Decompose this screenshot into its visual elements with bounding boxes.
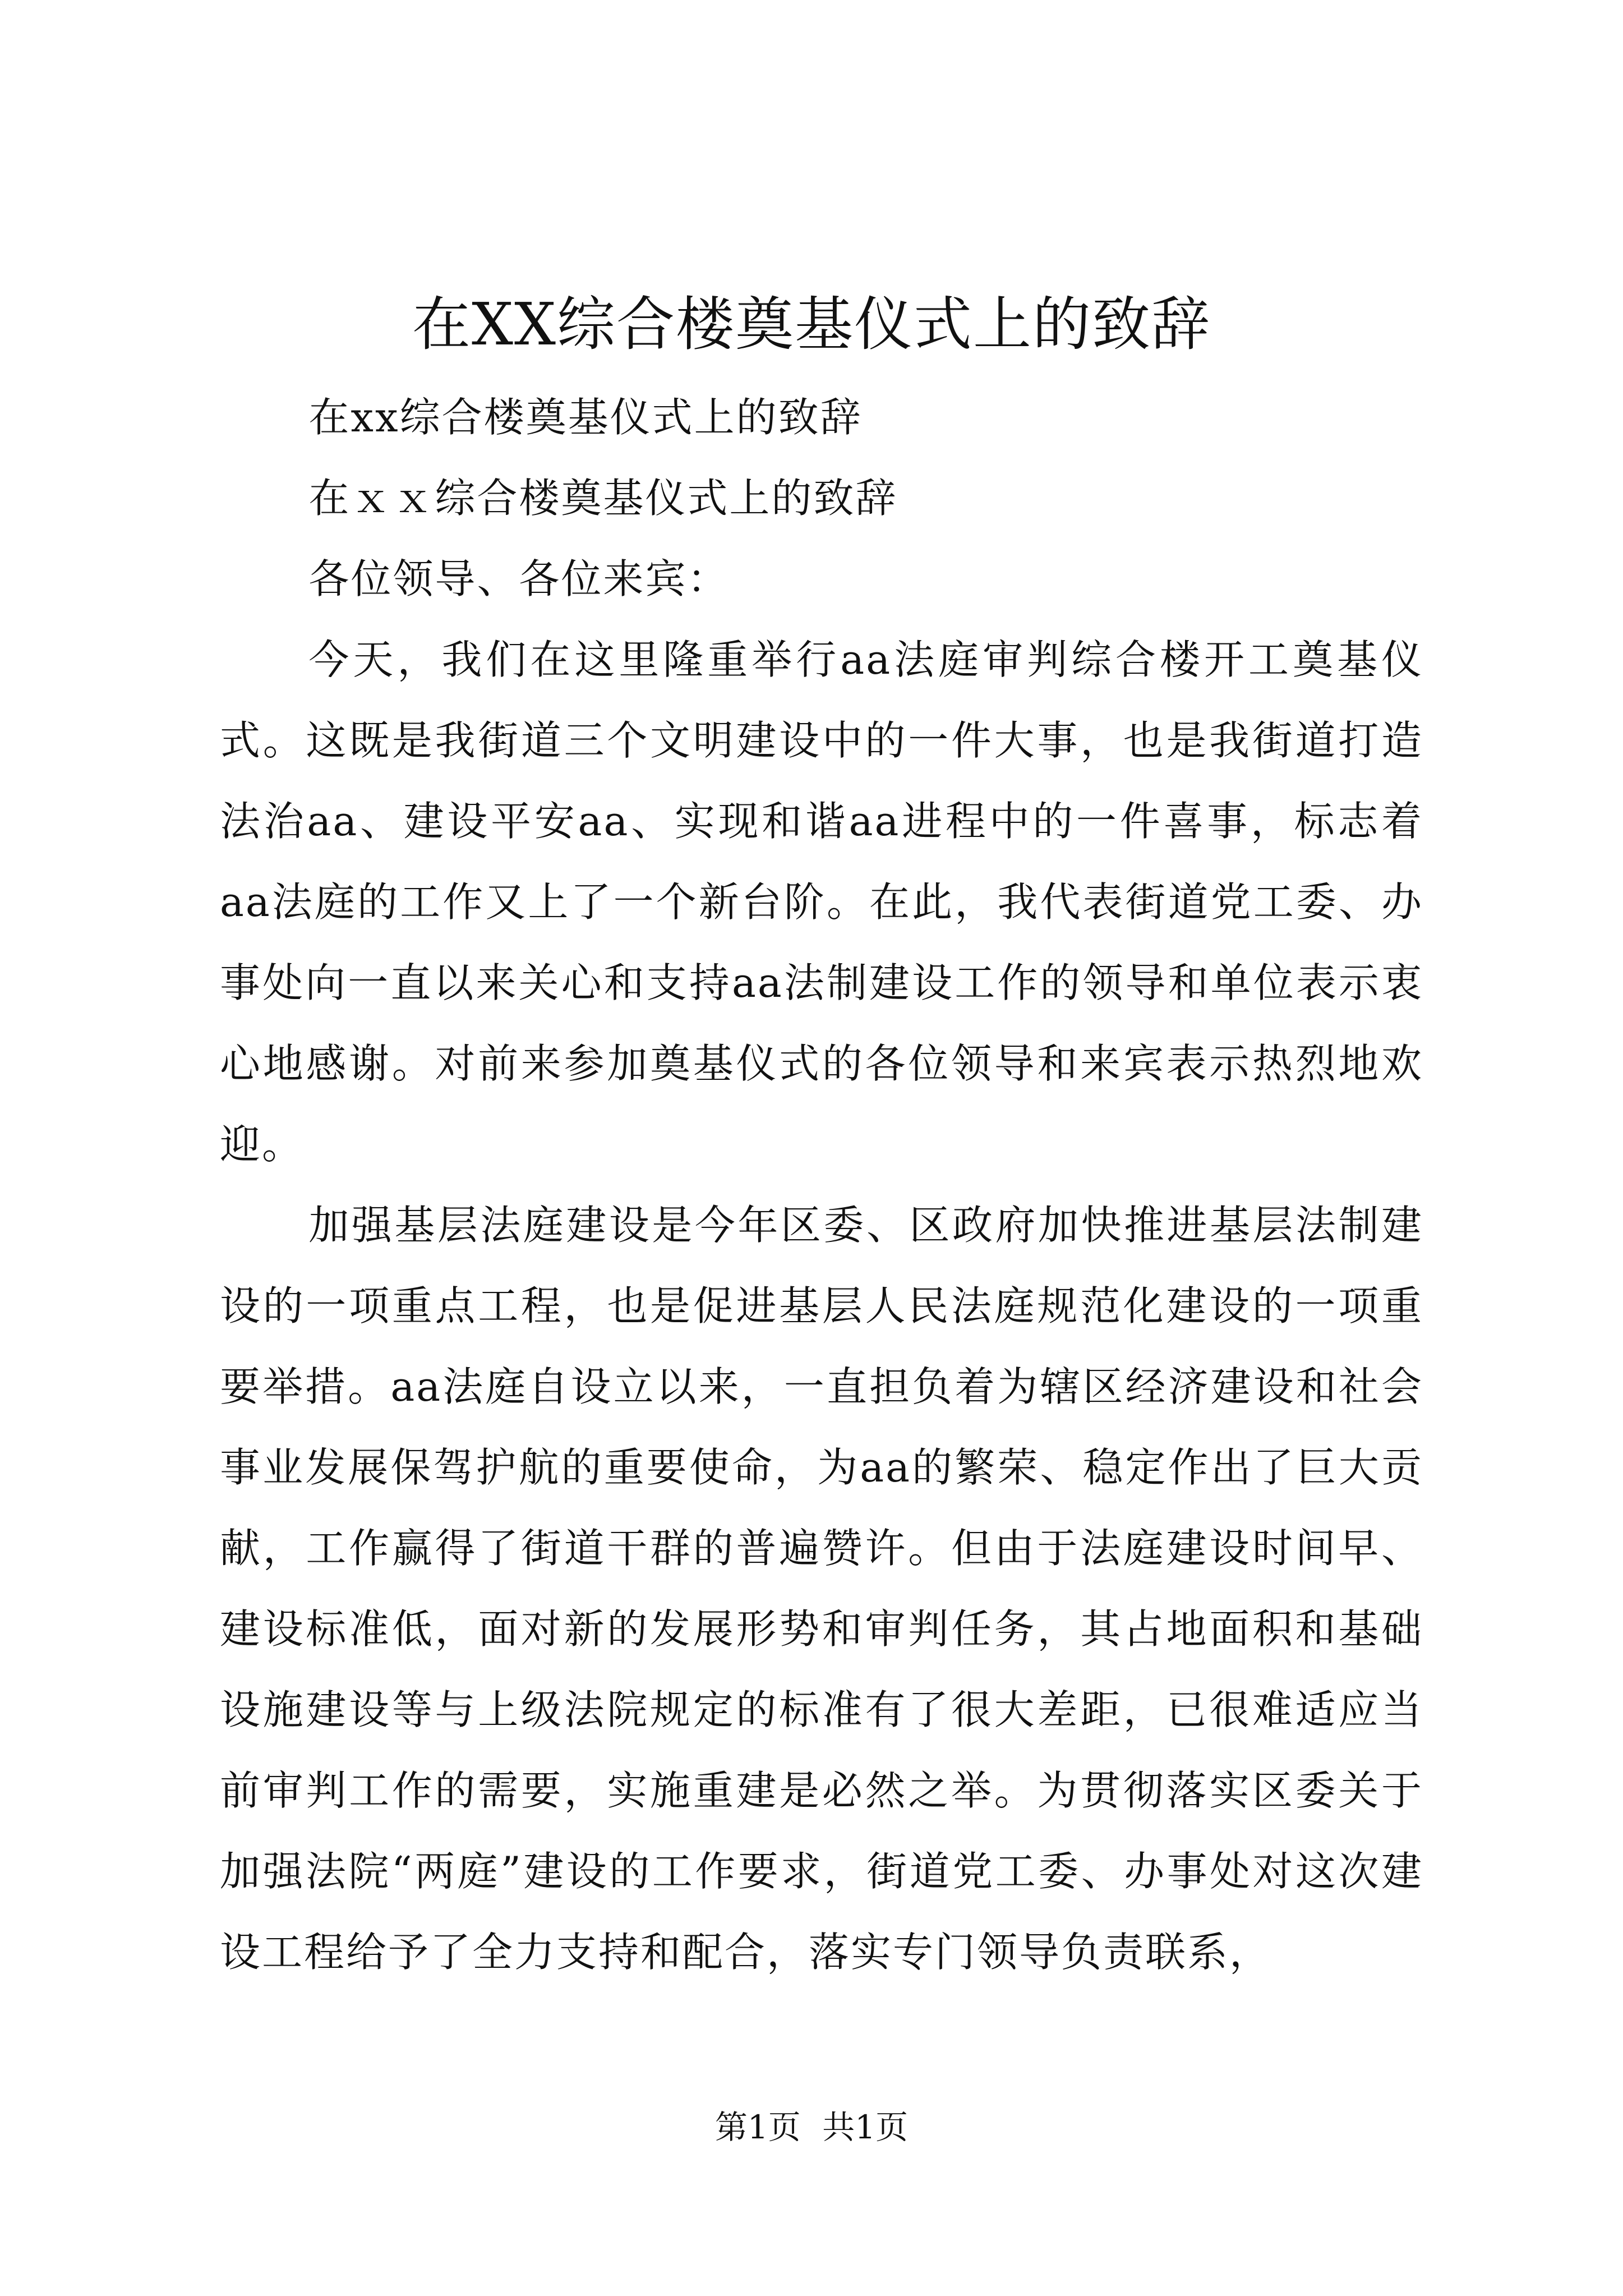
paragraph-opening: 今天，我们在这里隆重举行aa法庭审判综合楼开工奠基仪式。这既是我街道三个文明建设中的一件大事，也是我街道打造法治aa、建设平安aa、实现和谐aa进程中的一件喜事，标志着aa法庭的工作又上了一个新台阶。在此，我代表街道党工委、办事处向一直以来关心和支持aa法制建设工作的领导和单位表示衷心地感谢。对前来参加奠基仪式的各位领导和来宾表示热烈地欢迎。 — [220, 636, 1423, 1168]
paragraph-subtitle-2: 在ｘｘ综合楼奠基仪式上的致辞 — [308, 475, 898, 522]
paragraph-subtitle-1: 在xx综合楼奠基仪式上的致辞 — [308, 394, 863, 441]
paragraph-construction: 加强基层法庭建设是今年区委、区政府加快推进基层法制建设的一项重点工程，也是促进基层人民法庭规范化建设的一项重要举措。aa法庭自设立以来，一直担负着为辖区经济建设和社会事业发展保驾护航的重要使命，为aa的繁荣、稳定作出了巨大贡献，工作赢得了街道干群的普遍赞许。但由于法庭建设时间早、建设标准低，面对新的发展形势和审判任务，其占地面积和基础设施建设等与上级法院规定的标准有了很大差距，已很难适应当前审判工作的需要，实施重建是必然之举。为贯彻落实区委关于加强法院“两庭”建设的工作要求，街道党工委、办事处对这次建设工程给予了全力支持和配合，落实专门领导负责联系， — [220, 1202, 1423, 1976]
paragraph-salutation: 各位领导、各位来宾： — [308, 555, 730, 602]
page-footer — [0, 2105, 1623, 2150]
document-body — [220, 377, 1423, 1993]
document-title: 在XX综合楼奠基仪式上的致辞 — [412, 290, 1211, 358]
page-total: 共1页 — [822, 2108, 909, 2146]
page-number: 第1页 — [714, 2108, 801, 2146]
